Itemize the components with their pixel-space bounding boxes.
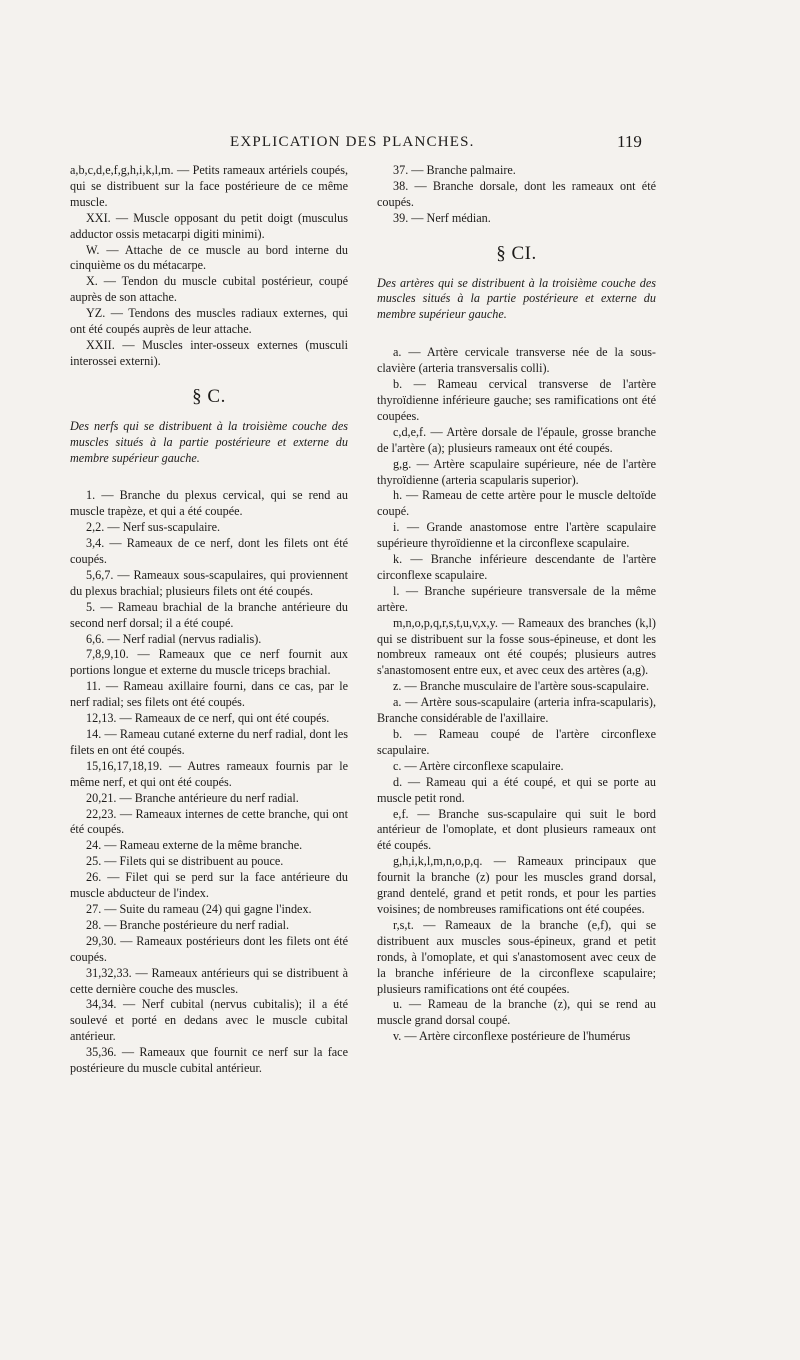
list-item: XXI. — Muscle opposant du petit doigt (musculus adductor ossis metacarpi digiti minimi). <box>70 210 348 241</box>
list-item: 27. — Suite du rameau (24) qui gagne l'index. <box>86 901 312 916</box>
list-item: c,d,e,f. — Artère dorsale de l'épaule, grosse branche de l'artère (a); plusieurs rameaux ont été coupés. <box>377 424 656 455</box>
right-column <box>377 163 656 1045</box>
list-item: a. — Artère cervicale transverse née de la sous-clavière (arteria transversalis colli). <box>377 345 656 376</box>
list-item: c. — Artère circonflexe scapulaire. <box>393 758 564 773</box>
list-item: 24. — Rameau externe de la même branche. <box>86 838 303 853</box>
list-item: d. — Rameau qui a été coupé, et qui se porte au muscle petit rond. <box>377 774 656 805</box>
list-item: m,n,o,p,q,r,s,t,u,v,x,y. — Rameaux des branches (k,l) qui se distribuent sur la fosse sous-épineuse, et dont les nombreux rameaux ont été coupés; plusieurs autres s'anastomosent entre eux, et avec ceux des artères (a,g). <box>377 615 656 678</box>
list-item: b. — Rameau coupé de l'artère circonflexe scapulaire. <box>377 727 656 757</box>
list-item: 22,23. — Rameaux internes de cette branche, qui ont été coupés. <box>70 806 348 837</box>
list-item: 25. — Filets qui se distribuent au pouce. <box>86 854 284 869</box>
list-item: 26. — Filet qui se perd sur la face antérieure du muscle abducteur de l'index. <box>70 870 348 901</box>
list-item: 14. — Rameau cutané externe du nerf radial, dont les filets en ont été coupés. <box>70 727 348 757</box>
list-item: 28. — Branche postérieure du nerf radial. <box>86 917 290 932</box>
list-item: 31,32,33. — Rameaux antérieurs qui se distribuent à cette dernière couche des muscles. <box>70 965 348 996</box>
list-item: b. — Rameau cervical transverse de l'artère thyroïdienne inférieure gauche; ses ramifications ont été coupées. <box>377 377 656 423</box>
section-title: § CI. <box>496 242 537 264</box>
page-number: 119 <box>617 132 642 151</box>
list-item: 15,16,17,18,19. — Autres rameaux fournis par le même nerf, et qui ont été coupés. <box>70 758 348 789</box>
list-item: a. — Artère sous-scapulaire (arteria infra-scapularis), Branche considérable de l'axillaire. <box>377 695 656 726</box>
list-item: 7,8,9,10. — Rameaux que ce nerf fournit aux portions longue et externe du muscle triceps brachial. <box>70 647 348 678</box>
entry-list <box>70 488 348 1077</box>
list-item: 37. — Branche palmaire. <box>393 163 516 177</box>
list-item: 35,36. — Rameaux que fournit ce nerf sur la face postérieure du muscle cubital antérieur. <box>70 1045 348 1076</box>
list-item: u. — Rameau de la branche (z), qui se rend au muscle grand dorsal coupé. <box>377 997 656 1028</box>
section-description: Des artères qui se distribuent à la troisième couche des muscles situés à la partie postérieure et externe du membre supérieur gauche. <box>377 275 656 322</box>
list-item: 34,34. — Nerf cubital (nervus cubitalis); il a été soulevé et porté en dedans avec le muscle cubital antérieur. <box>70 997 348 1044</box>
list-item: 39. — Nerf médian. <box>393 210 491 225</box>
list-item: z. — Branche musculaire de l'artère sous-scapulaire. <box>393 679 649 694</box>
list-item: 38. — Branche dorsale, dont les rameaux ont été coupés. <box>377 178 656 209</box>
list-item: XXII. — Muscles inter-osseux externes (musculi interossei externi). <box>70 337 348 368</box>
list-item: 11. — Rameau axillaire fourni, dans ce cas, par le nerf radial; ses filets ont été coupés. <box>70 679 348 710</box>
running-title: EXPLICATION DES PLANCHES. <box>230 134 475 150</box>
list-item: e,f. — Branche sus-scapulaire qui suit le bord antérieur de l'omoplate, et dont plusieurs rameaux ont été coupés. <box>377 806 656 853</box>
list-item: 29,30. — Rameaux postérieurs dont les filets ont été coupés. <box>70 933 348 964</box>
list-item: k. — Branche inférieure descendante de l'artère circonflexe scapulaire. <box>377 552 656 582</box>
page-header <box>0 134 800 156</box>
list-item: g,g. — Artère scapulaire supérieure, née de l'artère thyroïdienne (arteria scapularis superior). <box>377 456 656 487</box>
list-item: X. — Tendon du muscle cubital postérieur, coupé auprès de son attache. <box>70 274 348 305</box>
list-item: W. — Attache de ce muscle au bord interne du cinquième os du métacarpe. <box>70 242 348 273</box>
section-description: Des nerfs qui se distribuent à la troisième couche des muscles situés à la partie postérieure et externe du membre supérieur gauche. <box>70 418 348 465</box>
list-item: a,b,c,d,e,f,g,h,i,k,l,m. — Petits rameaux artériels coupés, qui se distribuent sur la face postérieure de ce même muscle. <box>70 163 348 209</box>
list-item: 6,6. — Nerf radial (nervus radialis). <box>86 631 262 646</box>
list-item: 1. — Branche du plexus cervical, qui se rend au muscle trapèze, et qui a été coupée. <box>70 488 348 519</box>
list-item: 2,2. — Nerf sus-scapulaire. <box>86 520 221 535</box>
section-title: § C. <box>192 385 226 407</box>
list-item: v. — Artère circonflexe postérieure de l'humérus <box>393 1029 631 1044</box>
list-item: 12,13. — Rameaux de ce nerf, qui ont été coupés. <box>86 711 330 726</box>
left-column <box>70 163 348 1077</box>
list-item: g,h,i,k,l,m,n,o,p,q. — Rameaux principaux que fournit la branche (z) pour les muscles grand dorsal, grand dentelé, grand et petit ronds, et pour les parties voisines; de nombreuses ramifications ont été coupées. <box>377 854 656 916</box>
list-item: 5,6,7. — Rameaux sous-scapulaires, qui proviennent du plexus brachial; plusieurs filets ont été coupés. <box>70 567 348 598</box>
list-item: 20,21. — Branche antérieure du nerf radial. <box>86 790 299 805</box>
list-item: l. — Branche supérieure transversale de la même artère. <box>377 583 656 614</box>
list-item: h. — Rameau de cette artère pour le muscle deltoïde coupé. <box>377 488 656 519</box>
list-item: r,s,t. — Rameaux de la branche (e,f), qui se distribuent aux muscles sous-épineux, grand et petit ronds, à l'omoplate, et qui s'anastomosent avec ceux de la branche inférieure de la circonflexe scapulaire; plusieurs ramifications ont été coupées. <box>377 917 656 996</box>
entry-list <box>377 345 656 1045</box>
list-item: YZ. — Tendons des muscles radiaux externes, qui ont été coupés auprès de leur attache. <box>70 306 348 337</box>
list-item: 3,4. — Rameaux de ce nerf, dont les filets ont été coupés. <box>70 536 348 567</box>
list-item: i. — Grande anastomose entre l'artère scapulaire supérieure thyroïdienne et la circonflexe scapulaire. <box>377 520 656 551</box>
list-item: 5. — Rameau brachial de la branche antérieure du second nerf dorsal; il a été coupé. <box>70 599 348 630</box>
